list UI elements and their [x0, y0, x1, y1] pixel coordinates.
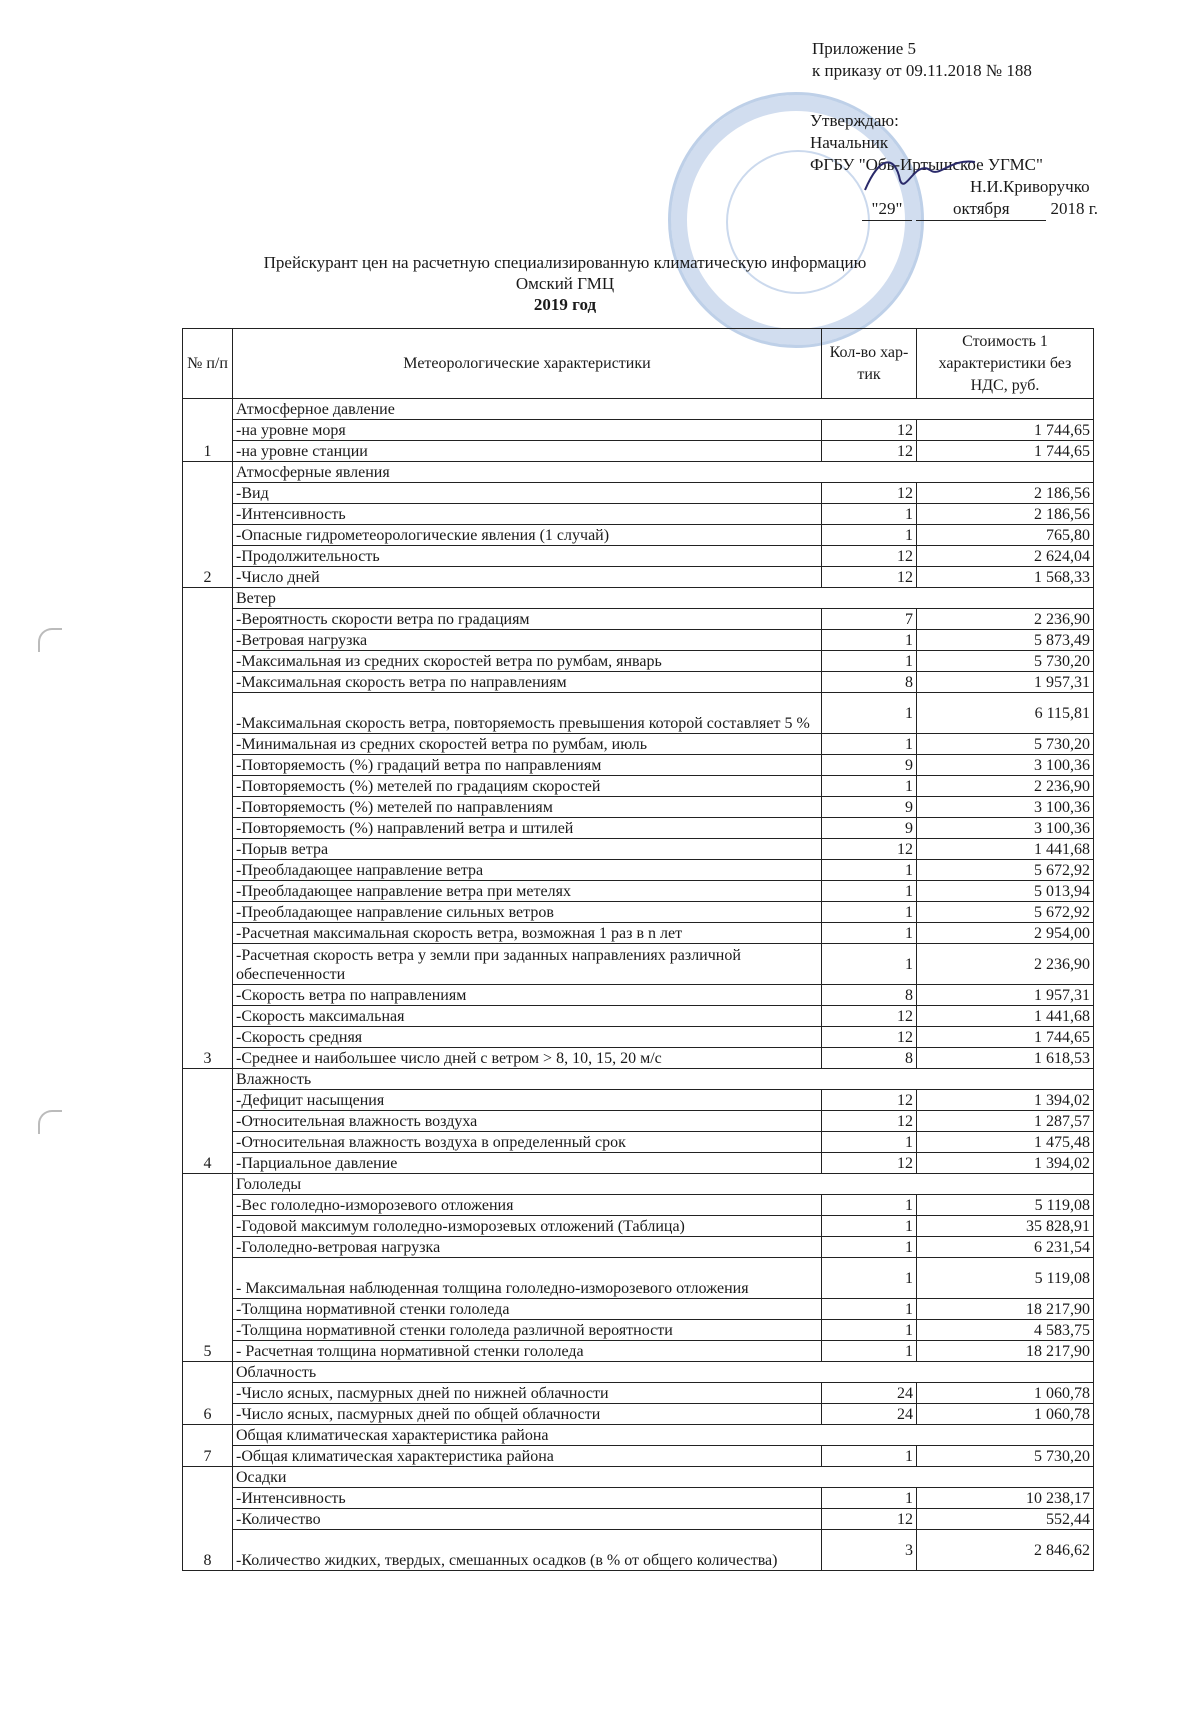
item-cost: 2 954,00: [917, 923, 1094, 944]
approval-organization: ФГБУ "Обь-Иртышское УГМС": [810, 155, 1043, 174]
approval-block: [810, 110, 1099, 221]
item-name: -Среднее и наибольшее число дней с ветром > 8, 10, 15, 20 м/с: [233, 1048, 822, 1069]
item-cost: 5 013,94: [917, 881, 1094, 902]
group-number: 6: [183, 1362, 233, 1425]
item-name: -Преобладающее направление ветра при метелях: [233, 881, 822, 902]
item-quantity: 12: [822, 1090, 917, 1111]
item-cost: 35 828,91: [917, 1216, 1094, 1237]
item-cost: 5 873,49: [917, 630, 1094, 651]
item-cost: 5 730,20: [917, 651, 1094, 672]
group-title: Влажность: [233, 1069, 1094, 1090]
scan-mark: [38, 1110, 62, 1134]
scan-mark: [38, 628, 62, 652]
item-quantity: 8: [822, 672, 917, 693]
header-characteristic: Метеорологические характеристики: [233, 329, 822, 399]
item-quantity: 1: [822, 1488, 917, 1509]
item-quantity: 1: [822, 1299, 917, 1320]
price-table: [182, 328, 1094, 1571]
item-name: -Скорость максимальная: [233, 1006, 822, 1027]
group-number: 2: [183, 462, 233, 588]
appendix-line: Приложение 5: [812, 39, 916, 58]
item-name: -Расчетная максимальная скорость ветра, возможная 1 раз в n лет: [233, 923, 822, 944]
table-row: [183, 1048, 1094, 1069]
item-quantity: 8: [822, 1048, 917, 1069]
item-cost: 5 730,20: [917, 734, 1094, 755]
appendix-order: к приказу от 09.11.2018 № 188: [812, 61, 1032, 80]
item-name: -Максимальная скорость ветра по направлениям: [233, 672, 822, 693]
item-quantity: 12: [822, 1153, 917, 1174]
item-quantity: 9: [822, 797, 917, 818]
table-row: [183, 985, 1094, 1006]
item-quantity: 1: [822, 902, 917, 923]
item-cost: 18 217,90: [917, 1341, 1094, 1362]
group-row: [183, 1425, 1094, 1446]
item-name: -Скорость ветра по направлениям: [233, 985, 822, 1006]
item-cost: 2 186,56: [917, 483, 1094, 504]
item-name: -Число дней: [233, 567, 822, 588]
item-cost: 5 119,08: [917, 1195, 1094, 1216]
item-quantity: 1: [822, 1132, 917, 1153]
table-row: [183, 1153, 1094, 1174]
item-quantity: 12: [822, 420, 917, 441]
item-name: -Преобладающее направление ветра: [233, 860, 822, 881]
group-row: [183, 399, 1094, 420]
group-row: [183, 1467, 1094, 1488]
item-quantity: 12: [822, 1509, 917, 1530]
item-quantity: 1: [822, 923, 917, 944]
item-name: -Преобладающее направление сильных ветров: [233, 902, 822, 923]
item-quantity: 1: [822, 776, 917, 797]
group-row: [183, 588, 1094, 609]
item-name: -Толщина нормативной стенки гололеда: [233, 1299, 822, 1320]
table-row: [183, 860, 1094, 881]
approval-year: 2018 г.: [1050, 199, 1099, 218]
table-header-row: [183, 329, 1094, 399]
item-quantity: 24: [822, 1404, 917, 1425]
document-title: Прейскурант цен на расчетную специализированную климатическую информацию: [263, 253, 867, 272]
document-subtitle: Омский ГМЦ: [515, 274, 615, 293]
item-name: -Повторяемость (%) метелей по направлениям: [233, 797, 822, 818]
item-quantity: 12: [822, 1027, 917, 1048]
header-number: № п/п: [183, 329, 233, 399]
item-name: - Расчетная толщина нормативной стенки гололеда: [233, 1341, 822, 1362]
item-name: -Интенсивность: [233, 504, 822, 525]
table-row: [183, 1006, 1094, 1027]
item-name: -Вероятность скорости ветра по градациям: [233, 609, 822, 630]
group-number: 7: [183, 1425, 233, 1467]
item-name: - Максимальная наблюденная толщина гололедно-изморозевого отложения: [233, 1258, 822, 1299]
item-name: -Продолжительность: [233, 546, 822, 567]
group-row: [183, 1174, 1094, 1195]
item-quantity: 1: [822, 651, 917, 672]
header-cost: Стоимость 1 характеристики без НДС, руб.: [917, 329, 1094, 399]
item-name: -Порыв ветра: [233, 839, 822, 860]
item-cost: 1 475,48: [917, 1132, 1094, 1153]
table-row: [183, 609, 1094, 630]
item-quantity: 1: [822, 1320, 917, 1341]
table-row: [183, 923, 1094, 944]
group-number: 8: [183, 1467, 233, 1571]
approval-date: [810, 198, 1099, 221]
item-quantity: 1: [822, 881, 917, 902]
item-cost: 6 115,81: [917, 693, 1094, 734]
item-cost: 5 672,92: [917, 902, 1094, 923]
table-row: [183, 1383, 1094, 1404]
table-row: [183, 1132, 1094, 1153]
item-name: -Число ясных, пасмурных дней по общей облачности: [233, 1404, 822, 1425]
table-row: [183, 1530, 1094, 1571]
item-cost: 5 119,08: [917, 1258, 1094, 1299]
table-row: [183, 525, 1094, 546]
table-row: [183, 1216, 1094, 1237]
item-cost: 1 618,53: [917, 1048, 1094, 1069]
item-name: -Относительная влажность воздуха в определенный срок: [233, 1132, 822, 1153]
item-quantity: 12: [822, 567, 917, 588]
table-row: [183, 1509, 1094, 1530]
table-row: [183, 1237, 1094, 1258]
item-cost: 2 624,04: [917, 546, 1094, 567]
item-cost: 4 583,75: [917, 1320, 1094, 1341]
group-title: Гололеды: [233, 1174, 1094, 1195]
table-row: [183, 1446, 1094, 1467]
document-year: 2019 год: [533, 295, 597, 314]
item-name: -Опасные гидрометеорологические явления (1 случай): [233, 525, 822, 546]
item-cost: 1 394,02: [917, 1090, 1094, 1111]
table-row: [183, 1111, 1094, 1132]
table-row: [183, 693, 1094, 734]
group-title: Атмосферное давление: [233, 399, 1094, 420]
item-quantity: 1: [822, 693, 917, 734]
item-quantity: 1: [822, 1195, 917, 1216]
item-quantity: 12: [822, 546, 917, 567]
group-number: 1: [183, 399, 233, 462]
approval-heading: Утверждаю:: [810, 111, 899, 130]
item-name: -Вес гололедно-изморозевого отложения: [233, 1195, 822, 1216]
item-quantity: 12: [822, 839, 917, 860]
item-quantity: 1: [822, 504, 917, 525]
item-quantity: 12: [822, 441, 917, 462]
item-name: -Общая климатическая характеристика района: [233, 1446, 822, 1467]
item-cost: 5 672,92: [917, 860, 1094, 881]
item-name: -на уровне станции: [233, 441, 822, 462]
price-table-body: [183, 399, 1094, 1571]
item-name: -Количество: [233, 1509, 822, 1530]
item-cost: 2 186,56: [917, 504, 1094, 525]
item-cost: 1 060,78: [917, 1404, 1094, 1425]
item-cost: 5 730,20: [917, 1446, 1094, 1467]
approval-position: Начальник: [810, 133, 889, 152]
table-row: [183, 672, 1094, 693]
approval-day: "29": [862, 198, 912, 221]
table-row: [183, 1341, 1094, 1362]
group-row: [183, 1362, 1094, 1383]
table-row: [183, 651, 1094, 672]
item-cost: 765,80: [917, 525, 1094, 546]
item-quantity: 1: [822, 1446, 917, 1467]
group-row: [183, 462, 1094, 483]
item-name: -Интенсивность: [233, 1488, 822, 1509]
table-row: [183, 755, 1094, 776]
group-title: Ветер: [233, 588, 1094, 609]
item-quantity: 8: [822, 985, 917, 1006]
item-name: -Ветровая нагрузка: [233, 630, 822, 651]
item-cost: 1 060,78: [917, 1383, 1094, 1404]
table-row: [183, 1299, 1094, 1320]
approval-signer: Н.И.Криворучко: [970, 177, 1090, 196]
item-name: -Годовой максимум гололедно-изморозевых отложений (Таблица): [233, 1216, 822, 1237]
item-name: -Число ясных, пасмурных дней по нижней облачности: [233, 1383, 822, 1404]
item-cost: 1 441,68: [917, 1006, 1094, 1027]
item-name: -Повторяемость (%) направлений ветра и штилей: [233, 818, 822, 839]
header-quantity: Кол-во хар-тик: [822, 329, 917, 399]
item-quantity: 9: [822, 818, 917, 839]
item-cost: 3 100,36: [917, 818, 1094, 839]
item-quantity: 1: [822, 630, 917, 651]
item-quantity: 1: [822, 860, 917, 881]
item-quantity: 1: [822, 734, 917, 755]
item-cost: 1 394,02: [917, 1153, 1094, 1174]
item-name: -на уровне моря: [233, 420, 822, 441]
item-quantity: 24: [822, 1383, 917, 1404]
item-name: -Толщина нормативной стенки гололеда различной вероятности: [233, 1320, 822, 1341]
table-row: [183, 1320, 1094, 1341]
item-cost: 1 568,33: [917, 567, 1094, 588]
item-quantity: 1: [822, 1341, 917, 1362]
item-cost: 1 441,68: [917, 839, 1094, 860]
item-cost: 3 100,36: [917, 755, 1094, 776]
table-row: [183, 944, 1094, 985]
item-quantity: 12: [822, 483, 917, 504]
table-row: [183, 420, 1094, 441]
item-quantity: 1: [822, 1237, 917, 1258]
item-name: -Гололедно-ветровая нагрузка: [233, 1237, 822, 1258]
item-quantity: 3: [822, 1530, 917, 1571]
item-cost: 1 957,31: [917, 672, 1094, 693]
item-name: -Максимальная скорость ветра, повторяемость превышения которой составляет 5 %: [233, 693, 822, 734]
item-cost: 2 846,62: [917, 1530, 1094, 1571]
item-cost: 1 287,57: [917, 1111, 1094, 1132]
table-row: [183, 1027, 1094, 1048]
table-row: [183, 441, 1094, 462]
item-cost: 3 100,36: [917, 797, 1094, 818]
item-cost: 18 217,90: [917, 1299, 1094, 1320]
item-quantity: 7: [822, 609, 917, 630]
approval-month: октября: [916, 198, 1046, 221]
appendix-note: [812, 38, 1032, 82]
group-title: Общая климатическая характеристика района: [233, 1425, 1094, 1446]
item-name: -Относительная влажность воздуха: [233, 1111, 822, 1132]
table-row: [183, 1258, 1094, 1299]
item-name: -Расчетная скорость ветра у земли при заданных направлениях различной обеспеченности: [233, 944, 822, 985]
item-cost: 2 236,90: [917, 609, 1094, 630]
item-cost: 2 236,90: [917, 944, 1094, 985]
item-name: -Повторяемость (%) метелей по градациям скоростей: [233, 776, 822, 797]
item-cost: 1 744,65: [917, 441, 1094, 462]
item-quantity: 1: [822, 944, 917, 985]
group-number: 3: [183, 588, 233, 1069]
item-name: -Скорость средняя: [233, 1027, 822, 1048]
item-cost: 1 744,65: [917, 420, 1094, 441]
table-row: [183, 776, 1094, 797]
table-row: [183, 797, 1094, 818]
table-row: [183, 881, 1094, 902]
item-quantity: 1: [822, 1258, 917, 1299]
item-quantity: 12: [822, 1006, 917, 1027]
item-cost: 6 231,54: [917, 1237, 1094, 1258]
item-cost: 1 957,31: [917, 985, 1094, 1006]
table-row: [183, 567, 1094, 588]
group-title: Осадки: [233, 1467, 1094, 1488]
table-row: [183, 818, 1094, 839]
group-number: 5: [183, 1174, 233, 1362]
item-cost: 10 238,17: [917, 1488, 1094, 1509]
item-name: -Максимальная из средних скоростей ветра по румбам, январь: [233, 651, 822, 672]
item-name: -Минимальная из средних скоростей ветра по румбам, июль: [233, 734, 822, 755]
group-row: [183, 1069, 1094, 1090]
document-header: [170, 252, 960, 315]
table-row: [183, 734, 1094, 755]
item-name: -Вид: [233, 483, 822, 504]
table-row: [183, 902, 1094, 923]
table-row: [183, 1195, 1094, 1216]
item-cost: 2 236,90: [917, 776, 1094, 797]
item-name: -Повторяемость (%) градаций ветра по направлениям: [233, 755, 822, 776]
table-row: [183, 1488, 1094, 1509]
item-name: -Парциальное давление: [233, 1153, 822, 1174]
group-title: Облачность: [233, 1362, 1094, 1383]
table-row: [183, 483, 1094, 504]
table-row: [183, 1404, 1094, 1425]
table-row: [183, 504, 1094, 525]
item-quantity: 9: [822, 755, 917, 776]
item-name: -Количество жидких, твердых, смешанных осадков (в % от общего количества): [233, 1530, 822, 1571]
group-number: 4: [183, 1069, 233, 1174]
table-row: [183, 546, 1094, 567]
item-quantity: 1: [822, 1216, 917, 1237]
table-row: [183, 1090, 1094, 1111]
item-cost: 1 744,65: [917, 1027, 1094, 1048]
table-row: [183, 839, 1094, 860]
item-name: -Дефицит насыщения: [233, 1090, 822, 1111]
group-title: Атмосферные явления: [233, 462, 1094, 483]
item-quantity: 1: [822, 525, 917, 546]
table-row: [183, 630, 1094, 651]
item-quantity: 12: [822, 1111, 917, 1132]
item-cost: 552,44: [917, 1509, 1094, 1530]
